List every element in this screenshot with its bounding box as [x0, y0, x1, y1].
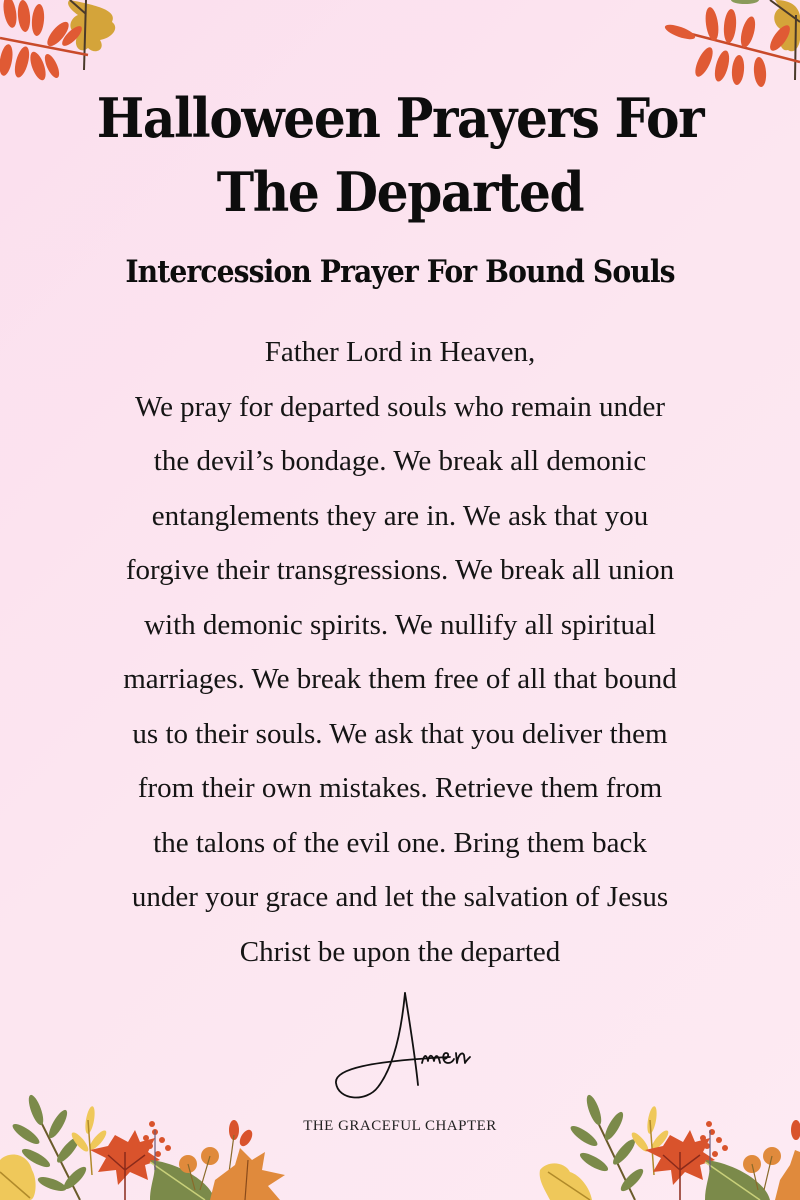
prayer-line: the devil’s bondage. We break all demonic [153, 445, 647, 477]
autumn-leaves-bottom-left-icon [0, 1080, 300, 1200]
page-title-line-2: The Departed [216, 160, 584, 224]
amen-signature [300, 985, 500, 1105]
prayer-body [30, 325, 770, 979]
prayer-line: Christ be upon the departed [239, 935, 561, 968]
prayer-line: marriages. We break them free of all that bound [123, 663, 677, 695]
prayer-line: entanglements they are in. We ask that you [151, 499, 649, 532]
prayer-line: us to their souls. We ask that you deliver them [132, 717, 668, 750]
prayer-line: forgive their transgressions. We break all union [125, 554, 675, 586]
page-title-line-1: Halloween Prayers For [96, 86, 704, 150]
brand-name: THE GRACEFUL CHAPTER [303, 1118, 497, 1134]
prayer-subtitle: Intercession Prayer For Bound Souls [125, 254, 675, 290]
prayer-line: with demonic spirits. We nullify all spiritual [144, 608, 656, 641]
prayer-line: from their own mistakes. Retrieve them from [137, 772, 663, 804]
prayer-line: under your grace and let the salvation of Jesus [131, 881, 669, 913]
prayer-line: Father Lord in Heaven, [264, 336, 536, 368]
autumn-leaves-top-right-icon [660, 0, 800, 95]
prayer-line: We pray for departed souls who remain under [135, 390, 665, 423]
autumn-leaves-top-left-icon [0, 0, 140, 90]
prayer-line: the talons of the evil one. Bring them back [153, 826, 647, 859]
autumn-leaves-bottom-right-icon [520, 1080, 800, 1200]
